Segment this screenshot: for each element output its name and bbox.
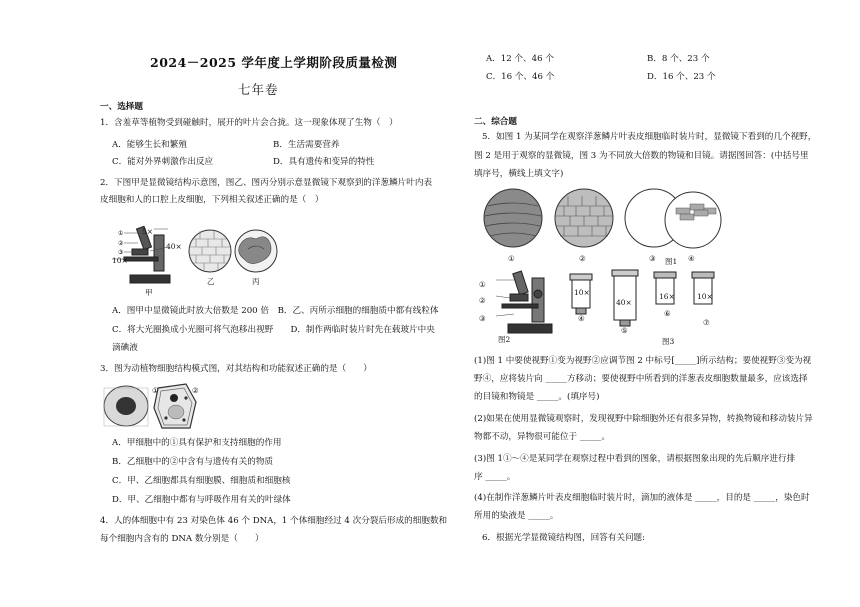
q2-mag-10x: 10×: [112, 256, 128, 265]
q1-option-b: B．生活需要营养: [273, 140, 340, 150]
q5-lens-7: ⑦: [703, 318, 710, 327]
q5-part1-line1: (1)图 1 中要使视野①变为视野②应调节图 2 中标号[_____]所示结构；要使视野③变为视: [474, 356, 812, 366]
q5-lens-mag-16x: 16×: [659, 292, 675, 301]
q5-fig2-label: 图2: [498, 335, 511, 344]
q5-lens-6: ⑥: [664, 309, 671, 318]
q2-stem-line1: 2．下图甲是显微镜结构示意图，图乙、图丙分别示意显微镜下观察到的洋葱鳞片叶内表: [100, 178, 433, 188]
q5-view-1: ①: [508, 254, 515, 263]
q2-fig-label-yi: 乙: [207, 277, 215, 286]
q5-fig2-marker-2: ②: [479, 296, 486, 305]
q2-option-d-cont: 滴碘液: [112, 343, 138, 353]
q4-option-b: B．8 个、23 个: [647, 54, 710, 64]
q5-fig1-label: 图1: [665, 257, 678, 266]
q2-fig-label-jia: 甲: [145, 288, 153, 297]
q2-mag-5x: 5×: [142, 227, 154, 236]
q1-option-c: C．能对外界刺激作出反应: [112, 157, 214, 167]
svg-text:①: ①: [118, 230, 124, 237]
q5-fig2-marker-3: ③: [479, 314, 486, 323]
q3-option-b: B．乙细胞中的②中含有与遗传有关的物质: [112, 457, 274, 467]
q4-stem-line1: 4．人的体细胞中有 23 对染色体 46 个 DNA，1 个体细胞经过 4 次分裂后形成的细胞数和: [100, 516, 448, 526]
q2-stem-line2: 皮细胞和人的口腔上皮细胞，下列相关叙述正确的是（ ）: [100, 195, 324, 205]
q5-part3-line1: (3)图 1①～④是某同学在观察过程中看到的图象，请根据图象出现的先后顺序进行排: [474, 454, 796, 464]
q1-stem: 1．含羞草等植物受到碰触时，展开的叶片会合拢。这一现象体现了生物（ ）: [100, 118, 398, 128]
section-heading-choice: 一、选择题: [100, 102, 143, 112]
svg-text:②: ②: [118, 240, 124, 247]
q4-option-c: C．16 个、46 个: [486, 72, 555, 82]
q5-view-4: ④: [688, 254, 695, 263]
q5-view-2: ②: [579, 254, 586, 263]
q5-part1-line3: 的目镜和物镜是 _____。(填序号): [474, 392, 600, 402]
q5-fig2-marker-1: ①: [479, 280, 486, 289]
q2-options-ab: A．图甲中显微镜此时放大倍数是 200 倍 B．乙、丙所示细胞的细胞质中都有线粒体: [112, 306, 439, 316]
q4-stem-line2: 每个细胞内含有的 DNA 数分别是（ ）: [100, 534, 264, 544]
q5-lens-4: ④: [578, 314, 585, 323]
q3-option-c: C．甲、乙细胞都具有细胞膜、细胞质和细胞核: [112, 476, 291, 486]
q5-lens-mag-40x: 40×: [616, 298, 632, 307]
q5-figure-2-microscope: [486, 268, 566, 336]
q2-options-cd: C．将大光圈换成小光圈可将气泡移出视野 D．制作两临时装片时先在载玻片中央: [112, 325, 435, 335]
svg-text:③: ③: [118, 249, 124, 256]
page-subtitle: 七年卷: [238, 82, 279, 97]
q3-marker-1: ①: [152, 386, 159, 395]
q5-part4-line1: (4)在制作洋葱鳞片叶表皮细胞临时装片时，滴加的液体是 _____，目的是 _____，染色时: [474, 493, 810, 503]
section-heading-comprehensive: 二、综合题: [474, 117, 517, 127]
q4-option-d: D．16 个、23 个: [647, 72, 716, 82]
q5-stem-line1: 5．如图 1 为某同学在观察洋葱鳞片叶表皮细胞临时装片时，显微镜下看到的几个视野，: [482, 132, 817, 142]
q5-fig3-label: 图3: [662, 337, 675, 346]
q5-stem-line2: 图 2 是用于观察的显微镜，图 3 为不同放大倍数的物镜和目镜。请据图回答：(中括号里: [474, 151, 809, 161]
q5-lens-mag-10x-a: 10×: [574, 288, 590, 297]
q5-lens-mag-10x-b: 10×: [697, 292, 713, 301]
q5-part2-line1: (2)如果在使用显微镜观察时，发现视野中除细胞外还有很多异物，转换物镜和移动装片异: [474, 414, 813, 424]
q2-figure-microscope-cells: [110, 215, 300, 290]
q3-stem: 3．图为动植物细胞结构模式图，对其结构和功能叙述正确的是（ ）: [100, 364, 372, 374]
q5-part3-line2: 序 _____。: [474, 472, 516, 482]
q5-figure-1-views: [480, 186, 725, 256]
q5-part2-line2: 物都不动，异物很可能位于 _____。: [474, 432, 610, 442]
q5-part1-line2: 野④，应将装片向 _____方移动；要使视野中所看到的洋葱表皮细胞数量最多，应该选择: [474, 374, 808, 384]
q3-marker-2: ②: [192, 386, 199, 395]
q2-fig-label-bing: 丙: [252, 277, 260, 286]
q3-option-d: D．甲、乙细胞中都有与呼吸作用有关的叶绿体: [112, 495, 291, 505]
q1-option-a: A．能够生长和繁殖: [112, 140, 187, 150]
q4-option-a: A．12 个、46 个: [486, 54, 554, 64]
q6-stem: 6．根据光学显微镜结构图，回答有关问题:: [482, 533, 646, 543]
page-title: 2024－2025 学年度上学期阶段质量检测: [150, 55, 398, 70]
q2-mag-40x: 40×: [166, 242, 182, 251]
q5-stem-line3: 填序号，横线上填文字): [474, 169, 564, 179]
q5-part4-line2: 所用的染液是 _____。: [474, 511, 559, 521]
q3-option-a: A．甲细胞中的①具有保护和支持细胞的作用: [112, 438, 282, 448]
q1-option-d: D．具有遗传和变异的特性: [273, 157, 375, 167]
q5-view-3: ③: [649, 254, 656, 263]
q5-lens-5: ⑤: [621, 326, 628, 335]
